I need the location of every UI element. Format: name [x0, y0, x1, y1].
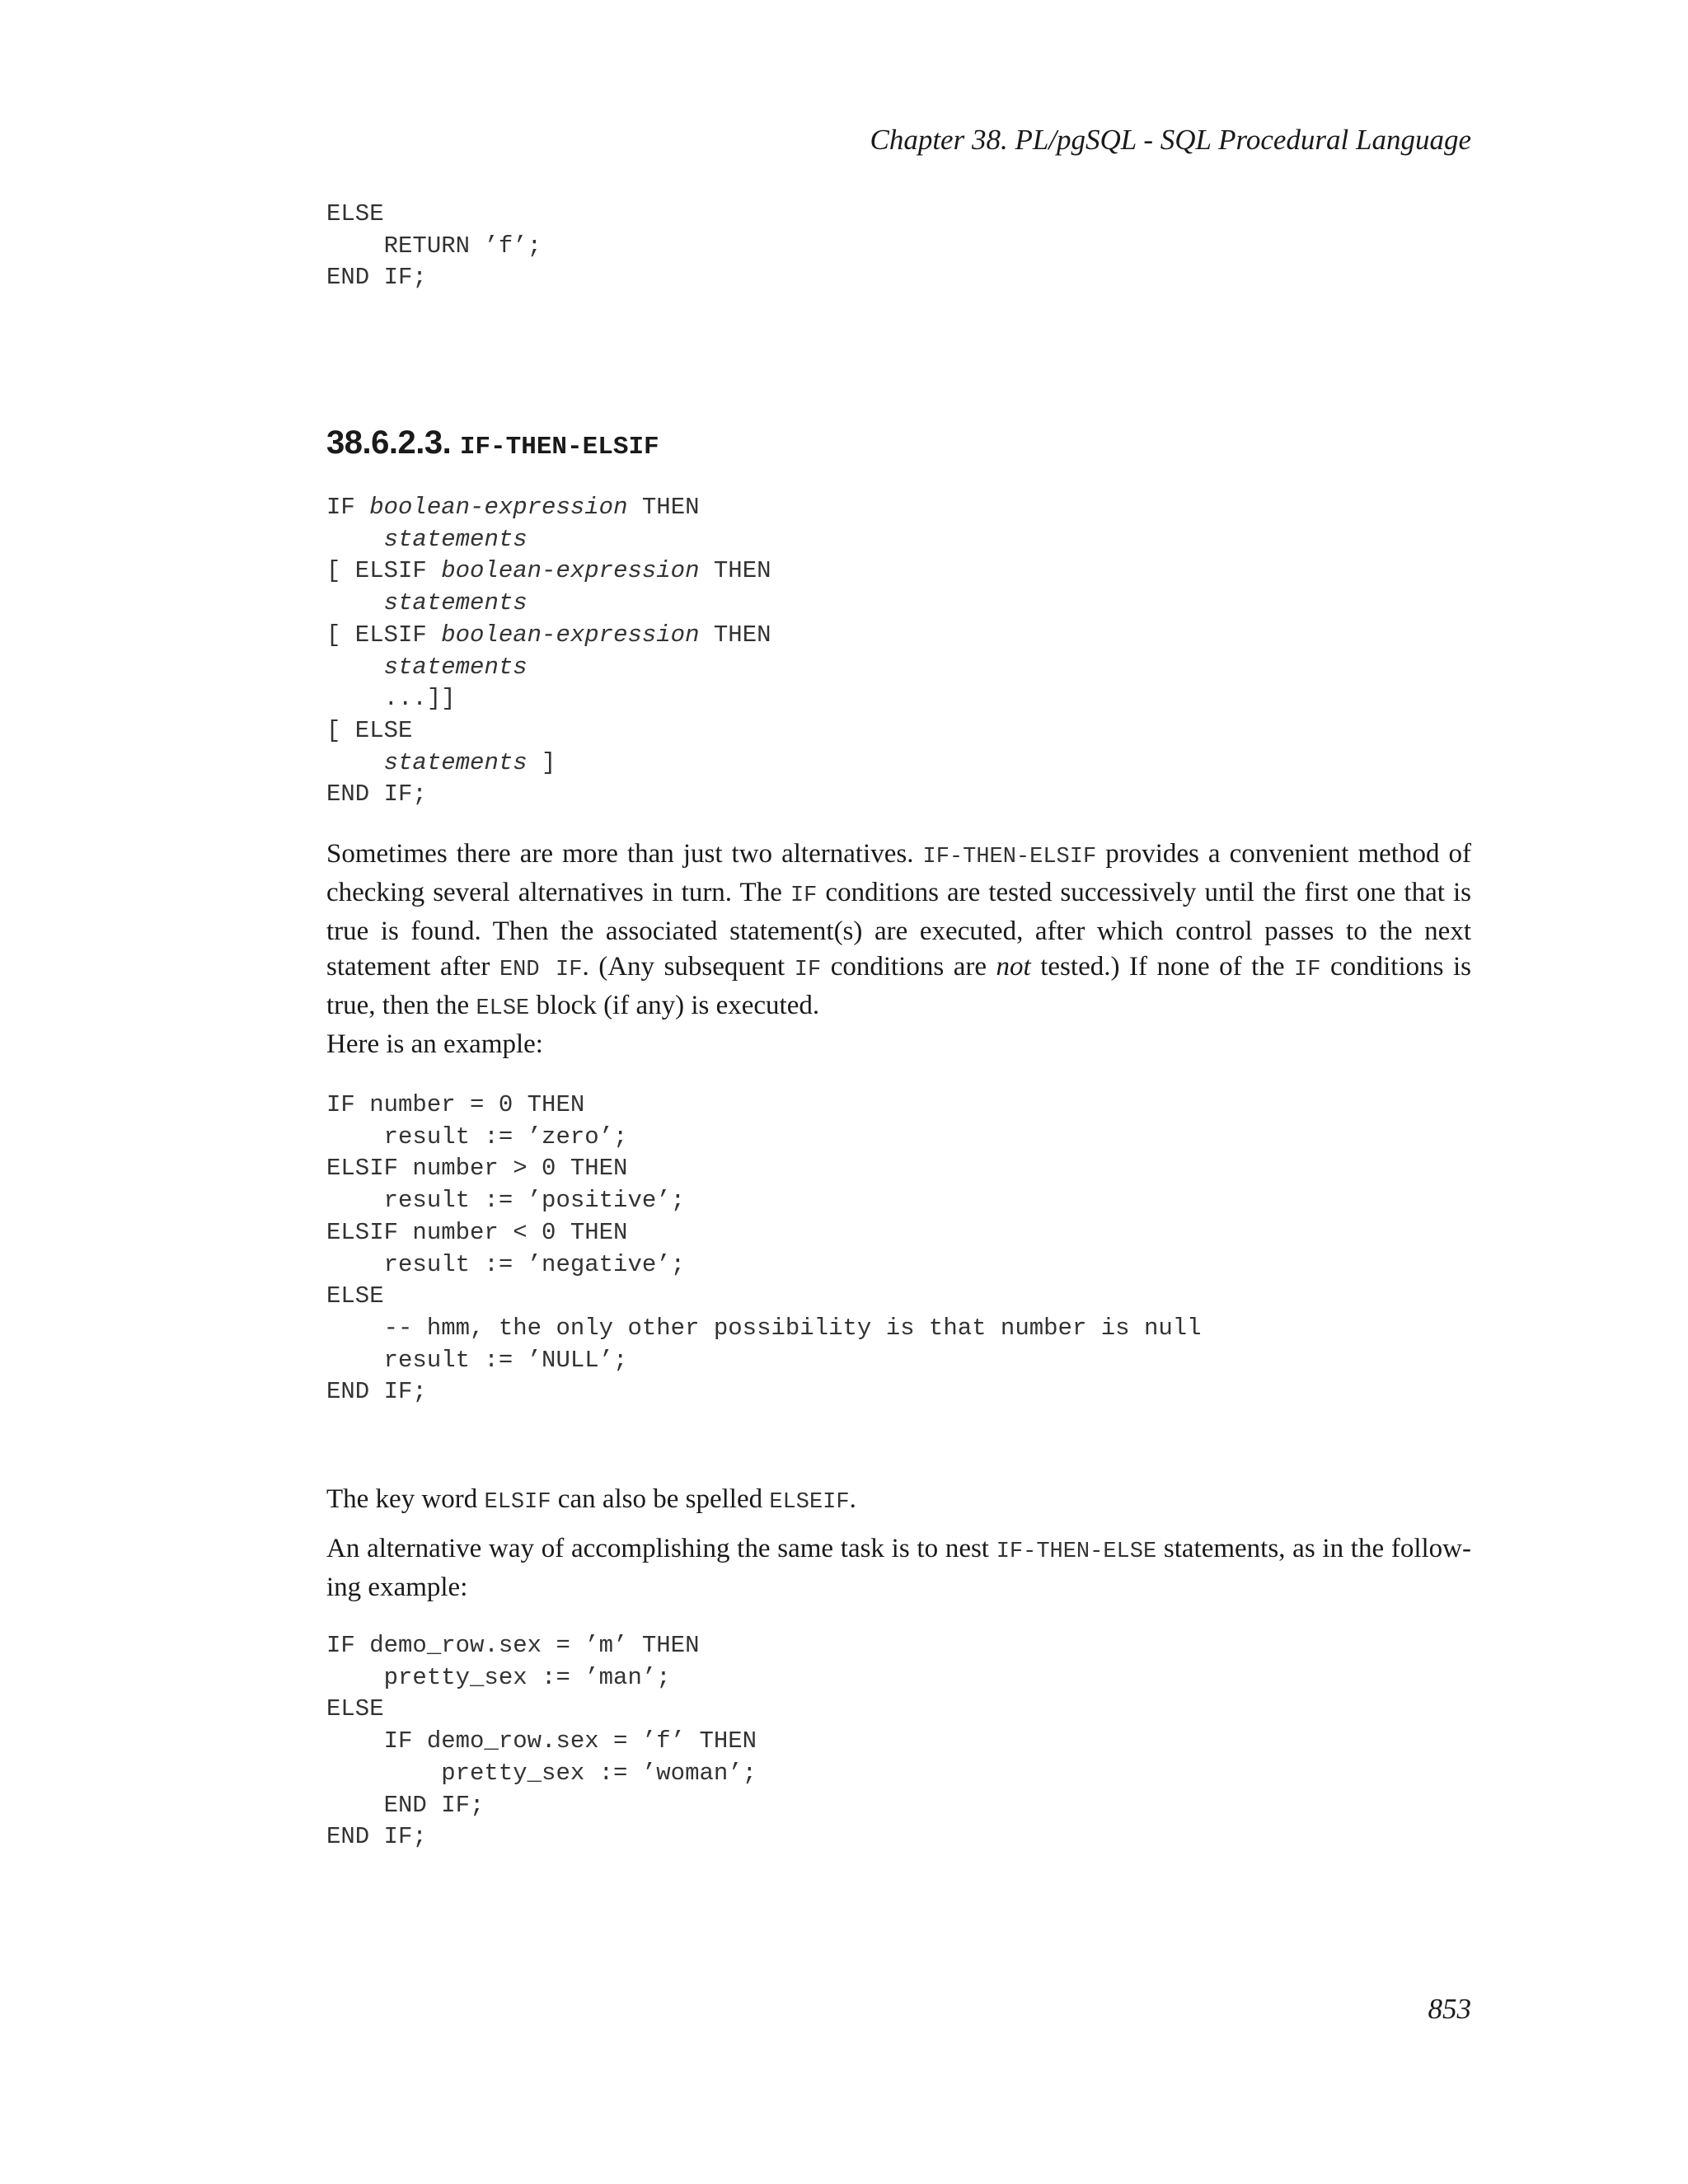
code-keyword: [ ELSIF	[326, 557, 442, 585]
code-indent	[326, 749, 384, 776]
text-run: . (Any subsequent	[582, 952, 795, 982]
inline-code: ELSEIF	[769, 1490, 850, 1515]
code-line: END IF;	[326, 264, 427, 292]
text-run: Sometimes there are more than just two alternatives.	[326, 839, 923, 869]
code-line: result := ’NULL’;	[326, 1346, 628, 1374]
code-line: ELSE	[326, 1695, 384, 1723]
code-keyword: [ ELSIF	[326, 621, 442, 649]
code-line: END IF;	[326, 1378, 427, 1406]
code-line: ELSE	[326, 200, 384, 227]
code-keyword: [ ELSE	[326, 716, 413, 744]
text-run: provides a convenient method of checking several alternatives in turn. The	[326, 839, 1471, 907]
inline-code: IF-THEN-ELSIF	[922, 845, 1097, 869]
code-line: -- hmm, the only other possibility is that number is null	[326, 1314, 1202, 1342]
text-run: An alternative way of accomplishing the same task is to nest	[326, 1534, 996, 1563]
code-keyword: END IF;	[326, 780, 427, 808]
code-line: END IF;	[326, 1791, 485, 1819]
code-line: IF number = 0 THEN	[326, 1091, 585, 1118]
code-placeholder: statements	[383, 748, 528, 776]
syntax-synopsis	[326, 492, 771, 811]
text-run: can also be spelled	[551, 1484, 770, 1514]
section-title: IF-THEN-ELSIF	[459, 433, 659, 462]
code-keyword: THEN	[627, 494, 700, 521]
text-run: The key word	[326, 1484, 485, 1514]
inline-code: IF	[1294, 958, 1321, 982]
code-line: IF demo_row.sex = ’f’ THEN	[326, 1727, 757, 1755]
code-block-else-return	[326, 199, 542, 294]
code-placeholder: statements	[383, 589, 528, 617]
inline-code: IF	[790, 883, 818, 908]
code-line: pretty_sex := ’woman’;	[326, 1759, 757, 1787]
code-line: END IF;	[326, 1823, 427, 1851]
code-keyword: THEN	[699, 621, 771, 649]
code-indent	[326, 526, 384, 553]
paragraph-example-intro: Here is an example:	[326, 1029, 543, 1059]
code-line: pretty_sex := ’man’;	[326, 1663, 671, 1691]
code-ellipsis: ...]]	[326, 685, 456, 713]
section-heading	[326, 424, 659, 462]
code-line: IF demo_row.sex = ’m’ THEN	[326, 1632, 700, 1659]
inline-code: IF	[794, 958, 822, 982]
inline-code: ELSIF	[484, 1490, 551, 1515]
code-placeholder: statements	[383, 653, 528, 681]
code-line: ELSIF number < 0 THEN	[326, 1218, 628, 1246]
text-run: block (if any) is executed.	[529, 991, 820, 1020]
paragraph-alternative	[326, 1531, 1471, 1605]
running-header: Chapter 38. PL/pgSQL - SQL Procedural Language	[870, 124, 1471, 156]
code-placeholder: statements	[383, 525, 528, 553]
text-run: conditions are tested successively until the first one that is true is found. Then the associated statement(s) are executed, after which control passes to the next statement after	[326, 878, 1471, 982]
text-run: statements, as in the follow- ing example:	[326, 1534, 1472, 1602]
code-example-nested	[326, 1630, 757, 1854]
text-run: tested.) If none of the	[1030, 952, 1295, 982]
text-run: conditions are	[821, 952, 996, 982]
code-indent	[326, 589, 384, 616]
code-line: result := ’negative’;	[326, 1250, 686, 1278]
code-keyword: THEN	[699, 557, 771, 585]
text-run: conditions is true, then the	[326, 952, 1471, 1020]
code-indent	[326, 654, 384, 681]
code-placeholder: boolean-expression	[369, 494, 628, 521]
paragraph-elseif-note	[326, 1482, 1471, 1521]
code-placeholder: boolean-expression	[441, 557, 700, 585]
code-bracket: ]	[527, 748, 556, 776]
code-placeholder: boolean-expression	[441, 621, 700, 649]
emphasis: not	[996, 952, 1031, 982]
code-line: result := ’zero’;	[326, 1122, 628, 1151]
inline-code: IF-THEN-ELSE	[996, 1540, 1157, 1564]
paragraph-description	[326, 837, 1471, 1027]
code-line: ELSE	[326, 1282, 384, 1310]
inline-code: ELSE	[476, 996, 530, 1021]
code-line: RETURN ’f’;	[326, 232, 542, 260]
code-keyword: IF	[326, 494, 370, 521]
page-number: 853	[1428, 1993, 1471, 2025]
inline-code: END IF	[499, 958, 583, 982]
text-run: .	[849, 1484, 856, 1514]
code-example-elsif	[326, 1090, 1202, 1408]
section-number: 38.6.2.3.	[326, 424, 452, 461]
code-line: ELSIF number > 0 THEN	[326, 1155, 628, 1183]
code-line: result := ’positive’;	[326, 1187, 686, 1215]
